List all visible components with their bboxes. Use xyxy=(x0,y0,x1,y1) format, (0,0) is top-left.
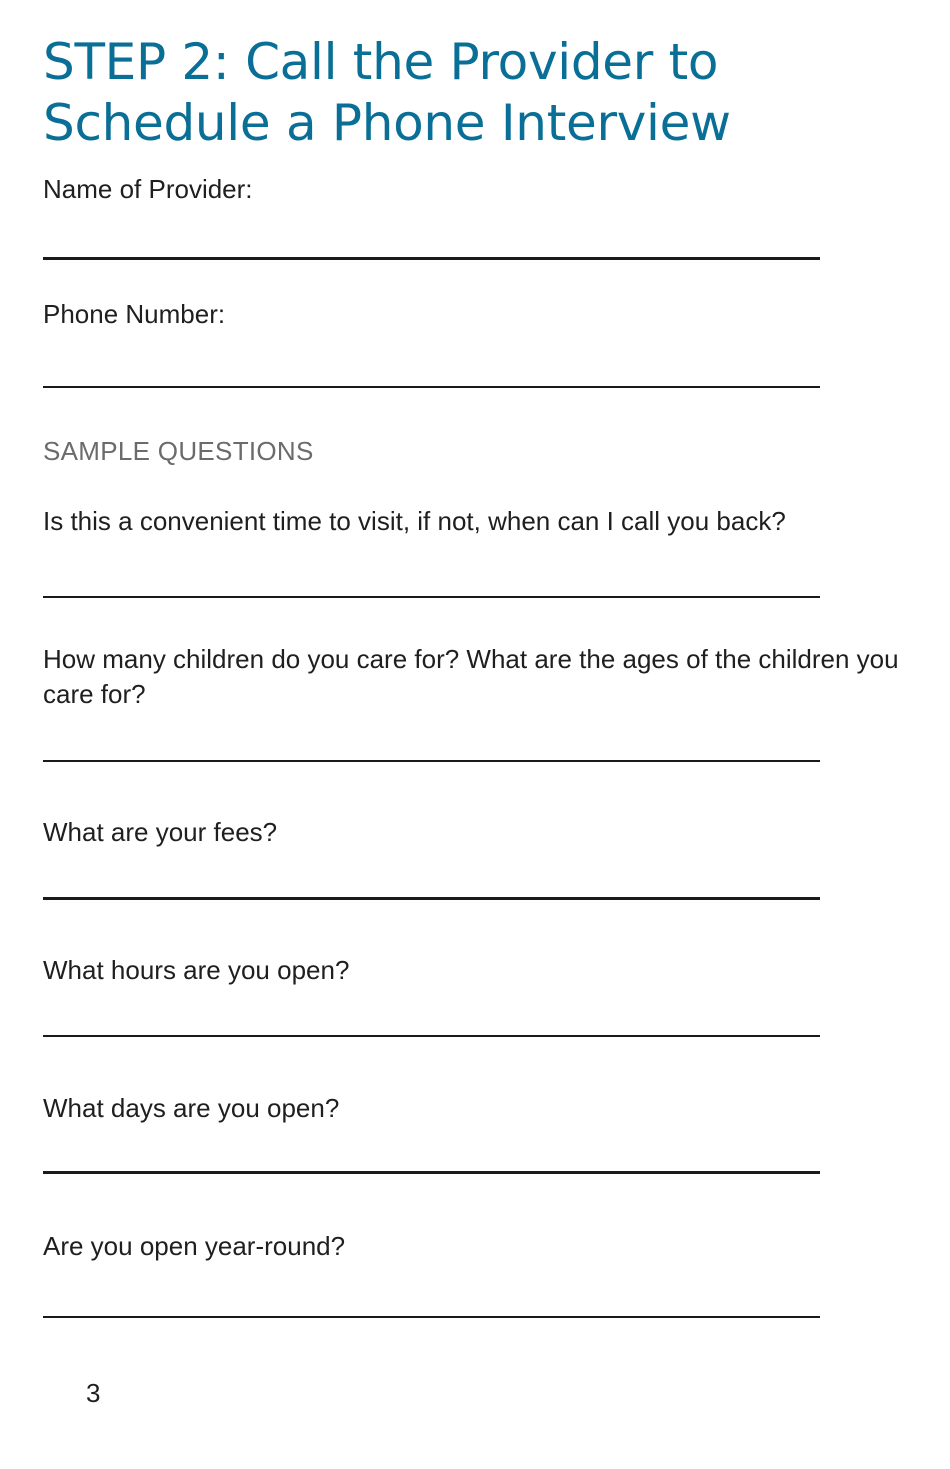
answer-line-fees[interactable] xyxy=(43,897,820,900)
page-number: 3 xyxy=(86,1378,101,1408)
question-fees: What are your fees? xyxy=(43,817,278,847)
question-hours: What hours are you open? xyxy=(43,955,350,985)
provider-name-label: Name of Provider: xyxy=(43,174,253,204)
question-children-count: How many children do you care for? What are the ages of the children you care for? xyxy=(43,644,899,709)
answer-line-days[interactable] xyxy=(43,1171,820,1174)
phone-number-label: Phone Number: xyxy=(43,299,226,329)
answer-line-children-count[interactable] xyxy=(43,760,820,762)
phone-number-line[interactable] xyxy=(43,386,820,388)
answer-line-year-round[interactable] xyxy=(43,1316,820,1318)
question-year-round: Are you open year-round? xyxy=(43,1231,346,1261)
page-title: STEP 2: Call the Provider to Schedule a Phone Interview xyxy=(43,33,731,152)
answer-line-hours[interactable] xyxy=(43,1035,820,1037)
provider-name-line[interactable] xyxy=(43,257,820,260)
question-convenient-time: Is this a convenient time to visit, if not, when can I call you back? xyxy=(43,506,786,536)
sample-questions-heading: SAMPLE QUESTIONS xyxy=(43,436,314,466)
answer-line-convenient-time[interactable] xyxy=(43,596,820,598)
question-days: What days are you open? xyxy=(43,1093,340,1123)
